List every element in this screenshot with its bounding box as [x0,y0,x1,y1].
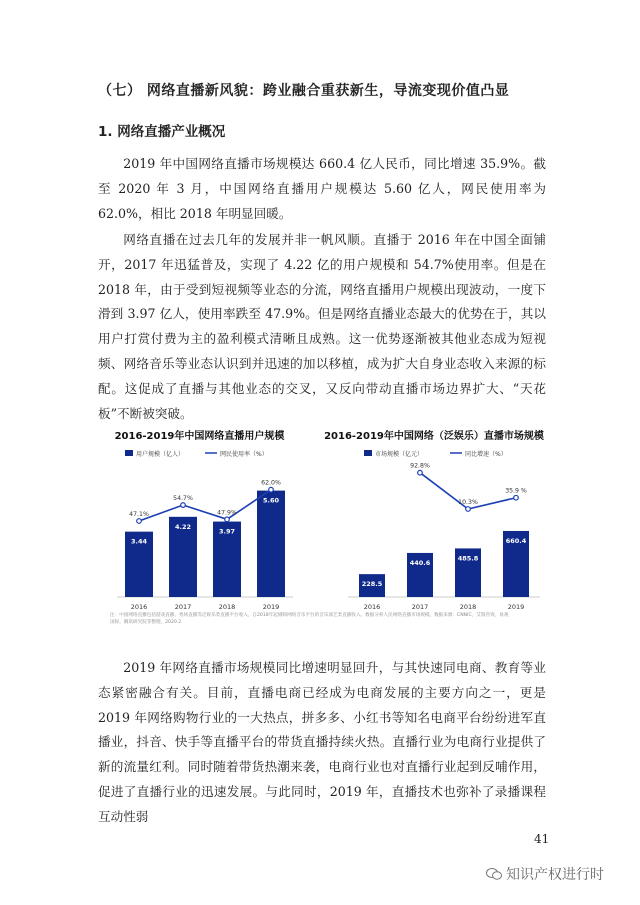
paragraph-1: 2019 年中国网络直播市场规模达 660.4 亿人民币，同比增速 35.9%。截至 2020 年 3 月，中国网络直播用户规模达 5.60 亿人，网民使用率为 62.0%，相比 2018 年明显回暖。 [98,156,546,221]
line-label-2016: 47.1% [129,511,149,518]
line-point-2019 [269,487,274,492]
x-tick-2017: 2017 [411,603,429,611]
x-tick-2016: 2016 [363,603,381,611]
legend-bar-label: 用户规模（亿人） [136,451,185,458]
legend-line-label: 同比增速（%） [465,451,507,458]
x-tick-2019: 2019 [507,603,525,611]
page-number: 41 [534,832,550,846]
legend-bar-swatch [125,450,133,456]
x-tick-2018: 2018 [218,603,236,611]
subheading: 1. 网络直播产业概况 [98,124,226,140]
chart-title: 2016-2019年中国网络（泛娱乐）直播市场规模 [324,431,544,442]
bar-label-2017: 4.22 [174,522,192,531]
chart-title: 2016-2019年中国网络直播用户规模 [114,431,285,442]
bar-2019 [257,491,285,597]
line-series [139,490,271,521]
bar-label-2019: 660.4 [505,536,527,545]
line-point-2018 [466,507,471,512]
line-label-2017: 92.8% [410,462,430,470]
bar-label-2016: 228.5 [361,580,383,589]
paragraph-2: 网络直播在过去几年的发展并非一帆风顺。直播于 2016 年在中国全面铺开，2017 年迅猛普及，实现了 4.22 亿的用户规模和 54.7%使用率。但是在 2018 年，由于受到短视频等业态的分流，网络直播用户规模出现波动，一度下滑到 3.97 亿人，使用率跌至 47.9%。但是网络直播业态最大的优势在于，其以用户打赏付费为主的盈利模式清晰且成熟。这一优势逐渐被其他业态成为短视频、网络音乐等业态认识到并迅速的加以移植，成为扩大自身业态收入来源的标配。这促成了直播与其他业态的交叉，又反向带动直播市场边界扩大、“天花板”不断被突破。 [98,232,546,421]
x-tick-2016: 2016 [130,603,148,611]
line-label-2018: 10.3% [458,499,478,506]
bar-label-2016: 3.44 [130,537,148,546]
line-point-2017 [181,503,186,508]
line-point-2019 [514,495,519,500]
watermark-text: 知识产权进行时 [506,867,604,883]
legend-bar-swatch [364,450,372,456]
line-label-2019: 35.9 % [505,487,527,495]
x-tick-2017: 2017 [174,603,192,611]
x-tick-2019: 2019 [262,603,280,611]
line-label-2017: 54.7% [173,495,193,503]
section-heading: （七） 网络直播新风貌：跨业融合重获新生，导流变现价值凸显 [98,83,510,99]
bar-label-2019: 5.60 [262,496,280,505]
bar-label-2017: 440.6 [409,558,431,567]
line-point-2016 [137,519,142,524]
legend-bar-label: 市场规模（亿元） [375,451,424,458]
paragraph-3: 2019 年网络直播市场规模同比增速明显回升，与其快速同电商、教育等业态紧密融合有关。目前，直播电商已经成为电商发展的主要方向之一，更是 2019 年网络购物行业的一大热点，拼多多、小红书等知名电商平台纷纷进军直播业，抖音、快手等直播平台的带货直播持续火热。直播行业为电商行业提供了新的流量红利。同时随着带货热潮来袭，电商行业也对直播行业起到反哺作用，促进了直播行业的迅速发展。与此同时，2019 年，直播技术也弥补了录播课程互动性弱 [98,660,546,824]
legend-line-label: 网民使用率（%） [220,451,268,458]
user-scale-chart [97,425,302,625]
chart-notes: 注：中国网络直播包括游戏直播、秀场直播等泛娱乐类直播平台收入，自2018年起剔除网络音乐平台的音乐演艺类直播收入。数据分析人民网络直播市场规模。数据来源：CNNIC，艾瑞咨询，易观国际，腾讯研究院等整理，2020.2 [110,613,509,625]
x-tick-2018: 2018 [459,603,477,611]
bar-label-2018: 3.97 [218,527,236,536]
line-label-2019: 62.0% [261,479,281,487]
line-point-2018 [225,517,230,522]
bar-label-2018: 485.8 [457,554,479,563]
wechat-icon [486,867,502,881]
line-label-2018: 47.9% [217,509,237,517]
watermark [486,864,604,884]
market-scale-chart [318,425,550,625]
line-point-2017 [418,470,423,475]
